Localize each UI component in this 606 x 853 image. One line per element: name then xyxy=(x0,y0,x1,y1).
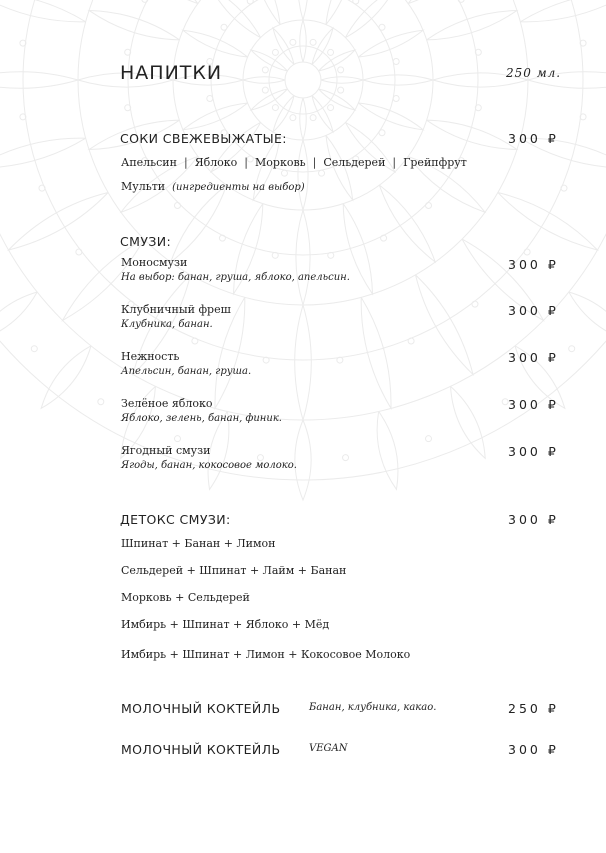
juice-item: Морковь xyxy=(255,156,306,169)
juices-price: 300 ₽ xyxy=(508,131,559,146)
smoothies-section-title: СМУЗИ: xyxy=(120,234,172,249)
detox-item: Морковь + Сельдерей xyxy=(121,591,250,604)
shake-price: 250 ₽ xyxy=(508,701,559,716)
juice-item: Сельдерей xyxy=(323,156,386,169)
smoothie-price: 300 ₽ xyxy=(508,350,559,365)
shake-name: МОЛОЧНЫЙ КОКТЕЙЛЬ xyxy=(121,701,281,716)
detox-price: 300 ₽ xyxy=(508,512,559,527)
shake-price: 300 ₽ xyxy=(508,742,559,757)
shake-desc: VEGAN xyxy=(309,743,348,754)
shake-desc: Банан, клубника, какао. xyxy=(309,702,437,713)
juices-list: Апельсин | Яблоко | Морковь | Сельдерей | Грейпфрут xyxy=(121,156,467,169)
shake-name: МОЛОЧНЫЙ КОКТЕЙЛЬ xyxy=(121,742,281,757)
volume-label: 250 мл. xyxy=(506,66,562,80)
detox-section-title: ДЕТОКС СМУЗИ: xyxy=(120,512,231,527)
smoothie-desc: Ягоды, банан, кокосовое молоко. xyxy=(121,460,297,471)
smoothie-name: Зелёное яблоко xyxy=(121,397,213,410)
smoothie-name: Нежность xyxy=(121,350,180,363)
smoothie-price: 300 ₽ xyxy=(508,257,559,272)
smoothie-desc: Апельсин, банан, груша. xyxy=(121,366,252,377)
detox-item: Имбирь + Шпинат + Яблоко + Мёд xyxy=(121,618,330,631)
smoothie-price: 300 ₽ xyxy=(508,444,559,459)
smoothie-desc: Клубника, банан. xyxy=(121,319,213,330)
smoothie-name: Ягодный смузи xyxy=(121,444,211,457)
juice-mix-note: (ингредиенты на выбор) xyxy=(172,182,305,193)
smoothie-desc: На выбор: банан, груша, яблоко, апельсин. xyxy=(121,272,350,283)
juice-item: Апельсин xyxy=(121,156,177,169)
juice-mix xyxy=(121,180,305,193)
page-title: НАПИТКИ xyxy=(120,62,223,84)
smoothie-name: Клубничный фреш xyxy=(121,303,231,316)
smoothie-price: 300 ₽ xyxy=(508,397,559,412)
detox-item: Шпинат + Банан + Лимон xyxy=(121,537,276,550)
juices-section-title: СОКИ СВЕЖЕВЫЖАТЫЕ: xyxy=(120,131,287,146)
smoothie-name: Моносмузи xyxy=(121,256,188,269)
juice-item: Яблоко xyxy=(194,156,238,169)
smoothie-desc: Яблоко, зелень, банан, финик. xyxy=(121,413,282,424)
detox-item: Сельдерей + Шпинат + Лайм + Банан xyxy=(121,564,347,577)
juice-item: Грейпфрут xyxy=(403,156,467,169)
juice-mix-label: Мульти xyxy=(121,180,166,193)
detox-item: Имбирь + Шпинат + Лимон + Кокосовое Молоко xyxy=(121,648,411,661)
smoothie-price: 300 ₽ xyxy=(508,303,559,318)
